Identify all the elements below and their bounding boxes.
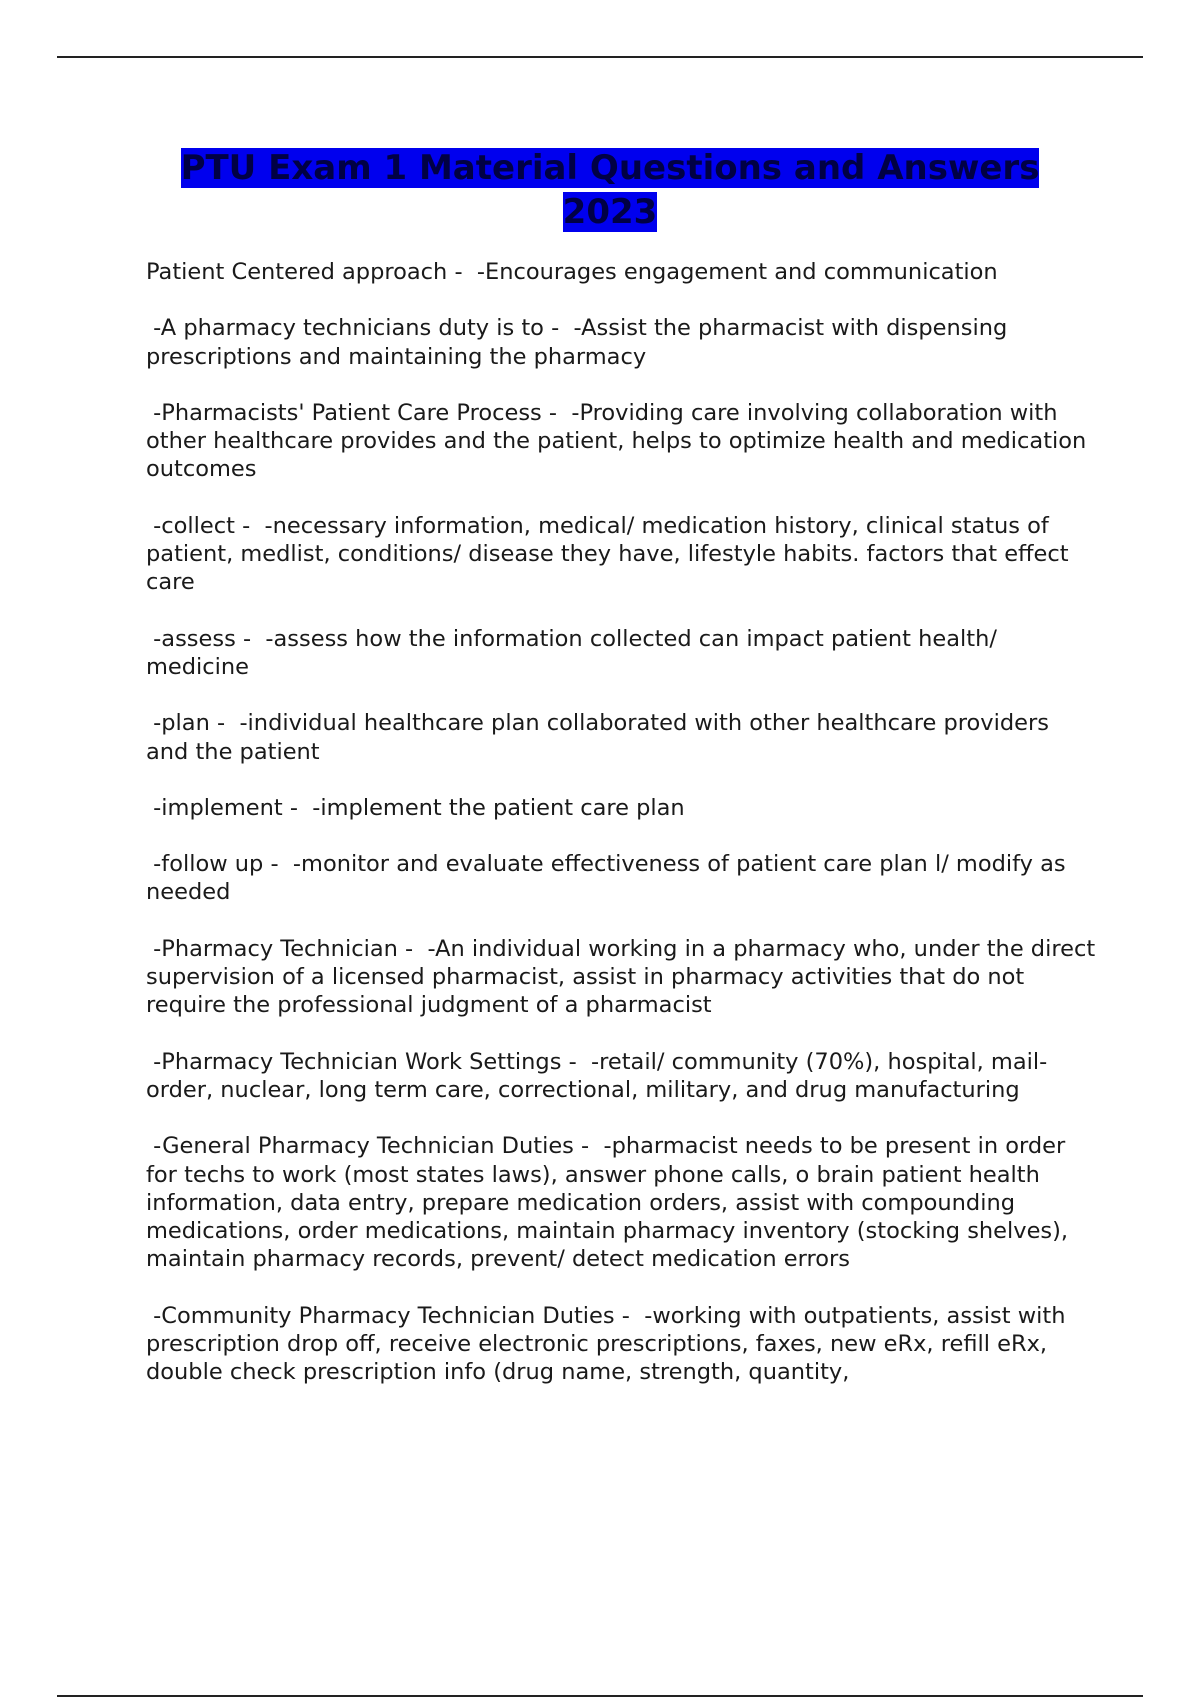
qa-entry bbox=[146, 258, 1096, 286]
qa-term: -Pharmacy Technician Work Settings bbox=[146, 1048, 562, 1075]
qa-entry bbox=[146, 850, 1096, 907]
bottom-divider bbox=[57, 1695, 1143, 1697]
qa-term: -follow up bbox=[146, 851, 264, 878]
qa-definition: -Assist the pharmacist with dispensing prescriptions and maintaining the pharmacy bbox=[146, 315, 1015, 370]
qa-separator: - bbox=[614, 1302, 645, 1329]
qa-term: -Pharmacists' Patient Care Process bbox=[146, 399, 542, 426]
qa-definition: -individual healthcare plan collaborated with other healthcare providers and the patient bbox=[146, 710, 1057, 765]
qa-definition: -retail/ community (70%), hospital, mail-order, nuclear, long term care, correctional, military, and drug manufacturing bbox=[146, 1048, 1048, 1103]
qa-definition: -necessary information, medical/ medication history, clinical status of patient, medlist, conditions/ disease they have, lifestyle habits. factors that effect care bbox=[146, 512, 1076, 596]
qa-term: -Community Pharmacy Technician Duties bbox=[146, 1302, 615, 1329]
qa-entry bbox=[146, 399, 1096, 484]
qa-separator: - bbox=[282, 794, 313, 821]
qa-separator: - bbox=[561, 1048, 592, 1075]
qa-term: -A pharmacy technicians duty is to bbox=[146, 315, 544, 342]
top-divider bbox=[57, 56, 1143, 58]
qa-definition: -monitor and evaluate effectiveness of patient care plan l/ modify as needed bbox=[146, 851, 1073, 906]
qa-separator: - bbox=[209, 710, 240, 737]
qa-separator: - bbox=[234, 512, 265, 539]
qa-term: -assess bbox=[146, 625, 236, 652]
qa-definition: -pharmacist needs to be present in order for techs to work (most states laws), answer phone calls, o brain patient health information, data entry, prepare medication orders, assist with compounding medications, order medications, maintain pharmacy inventory (stocking shelves), maintain pharmacy records, prevent/ detect medication errors bbox=[146, 1133, 1076, 1273]
qa-entry bbox=[146, 1048, 1096, 1105]
qa-term: -Pharmacy Technician bbox=[146, 935, 398, 962]
qa-definition: -assess how the information collected can impact patient health/ medicine bbox=[146, 625, 1005, 680]
qa-entry bbox=[146, 625, 1096, 682]
qa-term: -implement bbox=[146, 794, 283, 821]
page-title-text: PTU Exam 1 Material Questions and Answers 2023 bbox=[180, 148, 1040, 232]
qa-entry bbox=[146, 709, 1096, 766]
qa-definition: -Providing care involving collaboration with other healthcare provides and the patient, helps to optimize health and medication outcomes bbox=[146, 399, 1094, 483]
qa-separator: - bbox=[263, 851, 293, 878]
qa-separator: - bbox=[573, 1133, 604, 1160]
page-title bbox=[140, 146, 1080, 234]
qa-separator: - bbox=[541, 399, 572, 426]
qa-definition: -working with outpatients, assist with prescription drop off, receive electronic prescriptions, faxes, new eRx, refill eRx, double check prescription info (drug name, strength, quantity, bbox=[146, 1302, 1073, 1386]
qa-separator: - bbox=[543, 315, 574, 342]
qa-entry bbox=[146, 794, 1096, 822]
qa-entry bbox=[146, 314, 1096, 371]
qa-entry bbox=[146, 1302, 1096, 1387]
qa-entry bbox=[146, 512, 1096, 597]
qa-entry bbox=[146, 935, 1103, 1020]
qa-separator: - bbox=[447, 259, 477, 285]
qa-list bbox=[146, 258, 1103, 1415]
qa-term: Patient Centered approach bbox=[146, 259, 448, 285]
qa-definition: -An individual working in a pharmacy who, under the direct supervision of a licensed pharmacist, assist in pharmacy activities that do not require the professional judgment of a pharmacist bbox=[146, 935, 1103, 1019]
qa-separator: - bbox=[397, 935, 428, 962]
qa-term: -collect bbox=[146, 512, 235, 539]
qa-separator: - bbox=[235, 625, 266, 652]
qa-definition: -implement the patient care plan bbox=[312, 794, 685, 821]
qa-term: -plan bbox=[146, 710, 210, 737]
qa-term: -General Pharmacy Technician Duties bbox=[146, 1133, 574, 1160]
qa-entry bbox=[146, 1132, 1096, 1273]
qa-definition: -Encourages engagement and communication bbox=[476, 259, 998, 285]
